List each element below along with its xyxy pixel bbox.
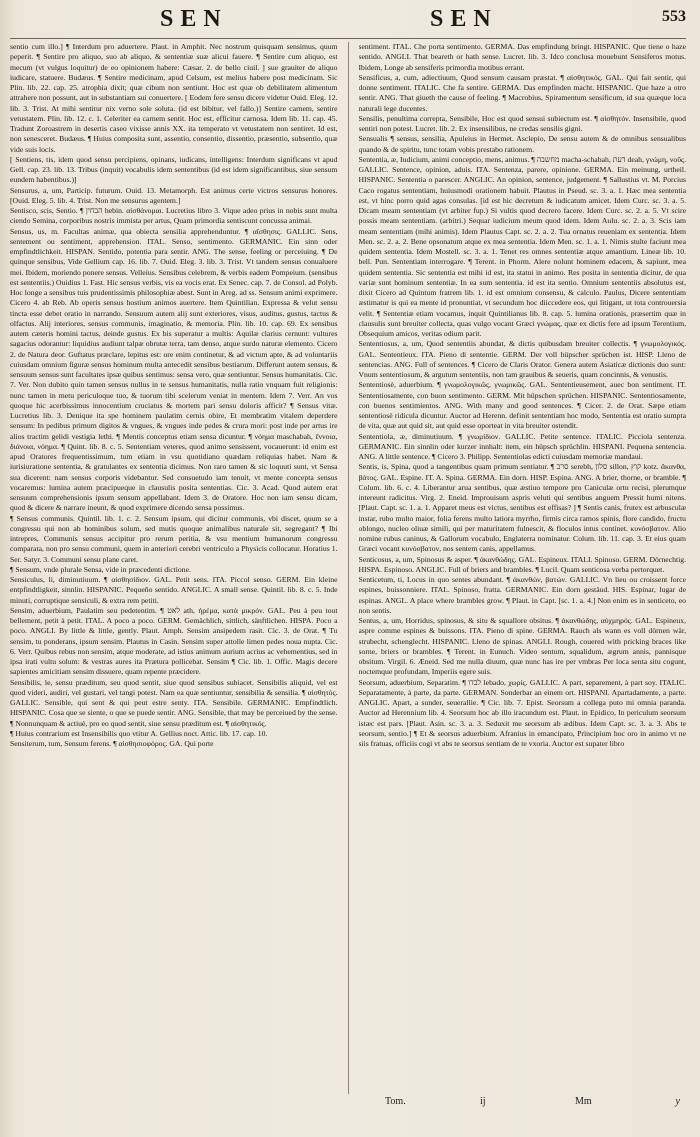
footer-tome: Tom. bbox=[385, 1096, 406, 1107]
footer-volume: ij bbox=[480, 1096, 486, 1107]
header-left-word: SEN bbox=[160, 6, 228, 32]
entry-paragraph: Sensilis, penultima correpta, Sensibile, Hoc est quod sensui subiectum est. ¶ αἰσθητόν. Insensibile, quod sentiri non potest. Lucret. lib. 2. Ex insensilibus, ne credas sensilis gigni. bbox=[358, 113, 686, 133]
entry-paragraph: Senticetum, ti, Locus in quo sentes abundant. ¶ ἀκανθών, βατών. GALLIC. Vn lieu ou croissent force espines, buissonniere. ITAL. Spinoso, fratta. GERMANIC. Ein dorn gestäud. HIS. Espinar, lugar de espinas. ANGL. A place where brambles grow. ¶ Plaut. in Capt. [sc. 1. a. 4.] Non enim es in senticeto, eo non sentis. bbox=[358, 575, 686, 615]
entry-paragraph: Sensualis ¶ sensus, sensilia, Apuleius in Hermet. Asclepio, De sensu autem & de omnibus sensualibus quando & de spiritu, tunc totam vobis prestabo rationem. bbox=[358, 134, 686, 154]
page-number: 553 bbox=[662, 8, 686, 25]
entry-paragraph: Sensiculus, li, diminutiuum. ¶ αἰσθησίδιον. GAL. Petit sens. ITA. Piccol senso. GERM. Ein kleine entpfindtligkeit, sinnlin. HISPANIC. Pequeño sentido. ANGLIC. A small sense. Quintil. lib. 8. c. 5. Inde minuti, corruptique sensiculi, & extra rem petiti. bbox=[10, 575, 338, 605]
entry-paragraph: Sententiosè, aduerbium. ¶ γνωμολογικῶς, γνωμικῶς. GAL. Sententieusement, auec bon sentiment. IT. Sententiosamente, con buon sentimento. GERM. Mit hüpschen sprüchen. HISPANIC. Sententiosamente, con buenos sentimientos. ANG. With many and good sentences. ¶ Cicer. 2. de Orat. Sæpe etiam sententiosè ridicula dicuntur. Auctor ad Herenn. definit sententiam hoc modo, Sententia est oratio sumpta de vita, quæ aut quid sit, aut quid esse oporteat in vita breuiter ostendit. bbox=[358, 380, 686, 431]
entry-paragraph: Sententiosus, a, um, Quod sententiis abundat, & dictis quibusdam breuiter collectis. ¶ γνωμολογικός. GAL. Sententieux. ITA. Pieno di sententie. GERM. Der voll hüpscher sprüchen ist. HISP. Lleno de sentencias. ANG. Full of sentences. ¶ Cicero de Claris Orator. Genera autem Asiaticæ dictionis duo sunt: Vnum sententiosum, & argutum sententiis, non tam grauibus & seueris, quam concinnis, & venustis. bbox=[358, 339, 686, 379]
footer-catchword: y bbox=[675, 1096, 680, 1107]
header-rule bbox=[10, 38, 686, 39]
entry-paragraph: sentio cum illo.] ¶ Interdum pro aduertere. Plaut. in Amphit. Nec nostrum quisquam sensimus, quum peperit. ¶ Sentire pro aliquo, suo ab aliquo, & sententiæ suæ alicui fauere. ¶ Sentire cum aliquo, est mecum (vt vulgus loquitur) de eo opinionem habere: Cæsar. 2. de bello ciuil. ] sue grauiter de aliquo iudicare, statuere. Budæus. ¶ Sentire medicinam, apud Celsum, est melius habere post medicinam. Sic Plin. lib. 22. cap. 25. atrophia dixit; quæ cibum non sentiunt. Hoc est quæ ob debilitatem alimentum attrahere non possunt, aut in substantiam sui conuertere. [ Eodem fere sensu dicere videtur Ouid. Eleg. 12. lib. 3. Trist. At mihi sentitur nix verno sole soluta. (id est bibitur, vel fallo.)] Sentire carnem, sentire vetustatem. Plin. lib. 12. c. 1. Celeriter ea carnem sentit. Hoc est, efficitur carnosa. Idem lib. 11. cap. 45. Tradunt Zoroastrem in desertis caseo vixisse annis XX. ita temperato vt vetustatem non sentiret. Id est, non senesceret. Budæus. ¶ Huius composita sunt, assentio, consentio, dissentio, præsentio, subsentio, quæ vide suis locis. bbox=[10, 42, 338, 154]
running-header bbox=[10, 6, 686, 38]
entry-paragraph: Sensificus, a, cum, adiectiuum, Quod sensum causam præstat. ¶ αἰσθητικός. GAL. Qui fait sentir, qui donne sentiment. ITALIC. Che fa sentire. GERMA. Das empfinden macht. HISPANIC. Que haze a otro sentir. ANG. That giueth the cause of feeling. ¶ Macrobius, Spiramentum sensificum, id sua quæque loca naturali lege ducentes. bbox=[358, 72, 686, 113]
entry-paragraph: ¶ Huius contrarium est Insensibilis quo vtitur A. Gellius noct. Attic. lib. 17. cap. 10. bbox=[10, 728, 268, 738]
entry-paragraph: ¶ Sensus communis. Quintil. lib. 1. c. 2. Sensum ipsum, qui dicitur communis, vbi discet, quum se a congressu qui non ab hominibus solum, sed mutis quoque animalibus naturale sit, segregant? ¶ Ibi intrepres, Communis sensus accipitur pro rerum peritia, & vsu mentium humanorum congressu comparata, non pro sensu communi, quem in anteriori cerebri ventriculo a Physicis collocatur. Horatius 1. Ser. Satyr. 3. Communi sensu plane caret. bbox=[10, 513, 338, 564]
entry-paragraph: Senticosus, a, um, Spinosus & asper. ¶ ἀκανθώδης. GAL. Espineux. ITALI. Spinoso. GERM. Dörnechtig. HISPA. Espinoso. ANGLIC. Full of briers and brambles. ¶ Lucil. Quam senticosa verba pertorquet. bbox=[358, 554, 686, 574]
header-right-word: SEN bbox=[430, 6, 498, 32]
page-footer bbox=[10, 1094, 686, 1112]
two-column-body bbox=[10, 42, 686, 1094]
entry-paragraph: Sentisco, scis, Sentio. ¶ הבחין hebin. αἰσθάνομαι. Lucretius libro 3. Vique adeo prius in nobis sunt multa ciendo Semina, corporibus nostris immista per artus, Quam primordia sentiscunt concussa animai. bbox=[10, 206, 338, 226]
entry-paragraph: Sensibilis, le, sensu præditum, seu quod sentit, siue quod sensibus subiacet. Sensibilis aliquid, vel est quod videri, audiri, vel gustari, vel tangi potest. Nam ea quæ sentiuntur, sensibilia & sensilia. ¶ αἰσθητός. GALLIC. Sensible, qui sent & qui peut estre senty. ITA. Sensibile. GERMANIC. Empfindtlich. HISPANIC. Cosa que se siente, o que se puede sentir. ANG. Sensible, that may be perceiued by the sense. ¶ Nonnunquam & actiuè, pro eo quod sentit, siue sensu præditum est. ¶ αἰσθητικός. bbox=[10, 677, 338, 728]
entry-paragraph: Sensim, aduerbium, Paulatim seu pedetentim. ¶ לאט ath, ἠρέμα, κατὰ μικρόν. GAL. Peu à peu tout bellement, petit à petit. ITAL. A poco a poco. GERM. Gemächlich, sittlich, sänftlichen. HISPA. Poco a poco. ANGLI. By little & little, gently. Plaut. Amph. Sensim ansipedem rasit. Cic. 3. de Orat. ¶ Tu sensim, tu ponderans, ipsum sensim. Plautus in Casin. Sensim super attolle limen pedes noua nupta. Cic. 6. Verr. Quibus rebus non sensim, atque moderate, ad istius animum aurium acrius ac vehementius, sed in ipsa irati vultu solum: & vestras aures ita Prætura pollicebat. Sensim ¶ Cic. lib. 1. Offic. Magis decere sapientes amicitiam sensim dissuere, quam repente præcidere. bbox=[10, 605, 338, 677]
entry-paragraph: Sensus, us, m. Facultas animæ, qua obiecta sensilia apprehenduntur. ¶ αἴσθησις. GALLIC. Sens, sentement ou sentiment, apprehension. ITAL. Senso, sentimento. GERMANIC. Ein sinn oder empfindtlichkeit. HISPAN. Sentido, potentia para sentir. ANG. The sense, feeling or perceiuing. ¶ De quinque sensibus, Vide Gellium cap. 16. lib. 7. Ouid. Eleg. 3. lib. 3. Trist. Vt tandem sensus conualuere mei. Ibidem, moriendo ponere sensus. Velleius. Sensibus celebrem, & verbis eadem Pompeium. (sensibus est sententiis.) Ouidius 1. Fast. Hic sensus verbis, vis ea vocis erat. Ex Senec. cap. 7. de Consol. ad Polyb. Hoc longe a sensibus tuis prudentissimis philosophiæ abest. Sunt in Areg. ad ss. Sensum animi exprimere. Cicero 4. ab Reb. Ab operis sensus hostium animos auertere. Item Quintilian. Expressa & velut sensu tincta esse debet oratio in narrando. Sensuum autem alij sunt exteriores, visus, auditus, gustus, tactus & olfactus. Alij interiores, sensus communis, imaginatio, & memoria. Plin. lib. 10. cap. 69. Ex sensibus autem cæteris homini tactus, deinde gustus. Ex bis superatur a multis: Aquilæ clarius cernunt: vultures sagacius odorantur: liquidius audiunt talpæ obrutæ terra, tam denso, atque surdo naturæ elemento. Cicero 2. de Natura deor. Guftatus præclare, lepitus est: ore enim continetur, & ad victum apte, & ad voluntariis cuiusdam omnium figuræ sensus hominum multa antecedit sensibus bestiarum. Differunt autem sensus, & sensuum sensus sunt facultates ipsæ quibus sentimus: sensa vero, quæ sentiuntur. Sensus humanitatis. Cic. 7. Ver. Non dubito quin tamen sensus nullus in te sensus humanitatis, nulla ratio vnquam fuit religionis: nunc tamen in metu periculoque tuo, & tuorum tibi scelerum veniat in mentem. Idem 7. Verr. An vos quoque hic acerbissimus innocentium cruciatus & mortem pari sensu doloris afficit? ¶ Sensus vitæ. Lucretius lib. 3. Denique ita spe hominem paulatim cernis obire, Et membratim vitalem deperdere sensum: In pedibus primum digitos & vngues, & vngues inde pedes & crura mori: post inde per artus ire alios tractim gelidi vestigia lethi. ¶ Mentis conceptus etiam sensa dicuntur. ¶ νόημα maschabah, ἔννοια, διάνοια, νόημα. ¶ Quint. lib. 8. c. 5. Sententiam veteres, quod animo sensissent, vocauerunt: id enim est apud Oratores frequentissimum, tum etiam in vsu quotidiano quædam reliquias habet. Nam & iurisiuratione sententia, & gratulantes ex sententia dicimus. Non raro tamen & sic loquuti sunt, vt Sensa sua dicerent: nam sensus corporis videbantur. Sed consuetudo iam tenuit, vt mente concepta sensus vocaremus: lumina autem præcipueque in clausulis posita sententias. Cic. 3. Acad. Quod autem erat sensuum comprehensionis ipsum sensum appellabant. Idem 3. de Oratore. Hoc non iam sensu dicam, quod & dicere & narrare ineunt, & quod exprimere dicendo sensa possimus. bbox=[10, 226, 338, 513]
right-column bbox=[359, 42, 687, 1094]
entry-paragraph: Sententiola, æ, diminutiuum. ¶ γνωμίδιον. GALLIC. Petite sentence. ITALIC. Picciola sentenza. GERMANIC. Ein sinnlin oder kurzer innhalt: item, ein hüpsch sprüchlin. HISPANI. Pequena sentencia. ANG. A little sentence. ¶ Cicero 3. Philipp. Sententiolas edicti cuiusdam memoriæ mandaui. bbox=[358, 431, 686, 461]
entry-paragraph: Sensurus, a, um, Particip. futurum. Ouid. 13. Metamorph. Est animus certe victros sensurus honores. [Ouid. Eleg. 5. lib. 4. Trist. Non me sensurus agentem.] bbox=[10, 185, 338, 205]
left-column bbox=[10, 42, 338, 1094]
entry-paragraph: Seorsum, aduerbium, Separatim. ¶ לבדו lebado, χωρίς. GALLIC. A part, separement, à part soy. ITALIC. Separatamente, à parte, da parte. GERMAN. Sonderbar an einem ort. HISPANI. Apartadamente, a parte. ANGLIC. Apart, a sunder, seuerallie. ¶ Cic. lib. 7. Epist. Seorsum a collega puto mi omnia paranda. Auctor ad Herennium lib. 4. Seorsum hoc ab illo iracundum est. Plaut. in Epidico, In periculum seorsum istæc est pars. [Plaut. Asin. sc. 3. a. 3. Seduxit me seorsum ab ædibus. Idem Capt. sc. 3. a. 3. Abs te seorsum, sentio.] ¶ Et & seorsus aduerbium. Afranius in emancipato, Principium hoc oro in animo vt ne siis fratuas, officiis cogi vt abs te seorsus sentiam de te vxoria. Auctor est supater libro bbox=[358, 677, 686, 748]
column-divider bbox=[348, 42, 349, 1094]
entry-paragraph: Sensiterum, tum, Sensum ferens. ¶ αἰσθησιοφόρος. GA. Qui porte bbox=[10, 739, 214, 748]
entry-paragraph: Sentis, is, Spina, quod a tangentibus quam primum sentiatur. ¶ סרב serebh, סלון sillon, קוץ kotz. ἄκανθα, βάτος. GAL. Espine. IT. A. Spina. GERMA. Ein dorn. HISP. Espina. ANG. A brier, thorne, or bramble. ¶ Colum. lib. 6. c. 4. Liberantur arua sentibus, quæ æstiuo tempore pro Caniculæ ortu recisi, plerumque intereunt radicitus. Virg. 2. Eneid. Improuisum aspris veluti qui sentibus anguem Pressit humi nitens. [Plaut. Capt. sc. 1. a. 1. Apparet meus est victus, sentibus est effisas? ] ¶ Sentis canis, frutex est arbusculæ instar, rubo multo maior, folia ferens multo latiora myrrho, firmis circa ramos spinis, flore candido, fructu oblongo, nucleo oliuæ simili, qui per maturitatem fulnescit, & floculos intus continet. κυνόσβατον. Alio nomine rubus caninus, & Gallorum vocabulo, Englaterra nominatur. Colum. lib. 11. cap. 3. Et eius quam Græci vocant κυνόσβατον, nos sentem canis, appellamus. bbox=[358, 462, 686, 554]
entry-paragraph: ¶ Sensum, vnde plurale Sensa, vide in præcedenti dictione. bbox=[10, 564, 191, 574]
entry-paragraph: Sententia, æ, Iudicium, animi conceptio, mens, animus. ¶ מחשבה macha-schabah, דעת deah, γνώμη, νοῦς. GALLIC. Sentence, opinion, aduis. ITA. Sentenza, parere, opinione. GERMA. Ein meinung, urtheil. HISPANIC. Sententia o parescer. ANGLIC. An opinion, sentence, judgement. ¶ Sallustius vt. M. Porcius Caco rogatus sententiam, huiusmodi orationem habuit. Plautus in Pseud. sc. 3. a. 1. Hæc mea sententia est, vt hinc porro quid agas consulas. [id est hic decretum & iudicatum amicet. Idem Curc. sc. 3. a. 5. Dicam meam sententiam (vt arbiter fup.) Si vultis quod decrero facere. Idem Curc. sc. 2. a. 5. Vt scire possis meam sententiam. (arbitri.) Sequar iudicium meum quod idem. Idem Aulu. sc. 2. a. 3. Scis iam meam sententiam (mihi animis). Idem Plautus Capt. sc. 2. a. 2. Tua ornatus reueniam ex sententia. Idem Men. sc. 2. a. 2. Bene opsonatum atque ex mea sententia. Idem Men. sc. 1. a. 1. Nimis stulte faciunt mea quidem sententia. Idem Mostell. sc. 3. a. 1. Tenet res omnes sententiæ atque amantium. Lineæ lib. 10. bell. Pun. Sententiam interrogare. ¶ Terent. in Phorm. Alere nolunt hominem edacem, & sapiunt, mea quidem sententia. Sic sententia est mihi id est, ita statui in animo. Res posita in sententia dicitur, de qua variæ sunt hominum sententiæ. In ea sum sententia. id est ita sentio. Omnium sententiis absolutus est, dixit Cicero ad Quintum fratrem lib. 1. id est omnium consensu, & calculo. Paulus, Dicere sententiam æstimatur is qui ea mente id pronuntiat, vt secundum hoc diiccedere eos, qui litigant, ut tota controuersia velit. ¶ Sententiæ etiam vocamus, inquit Quintilianus lib. 8. cap. 5. lumina orationis, præsertim quæ in clausulis sunt breuiter collecta, quas vulgo vocant Græci γνώμας, quæ ex dictis fere ad ipsum Terentium, Obsequium amicos, veritas odium parit. bbox=[358, 154, 686, 338]
entry-paragraph: [ Sentiens, tis, idem quod sensu percipiens, opinans, iudicans, intelligens: Interdum significans vt apud Gell. cap. 23. lib. 13. Tribus (inquit) vocabulis idem sententibus (id est idem significantibus, siue sensum eundem habentibus.)] bbox=[10, 154, 338, 185]
entry-paragraph: sentiment. ITAL. Che porta sentimento. GERMA. Das empfindung bringt. HISPANIC. Que tiene o haze sentido. ANGLI. That beareth or hath sense. Lucret. lib. 3. Idco conclusa mouebunt Sensiferos motus. Ibidem, Longe ab sensiferis primordia motibus errant. bbox=[358, 42, 686, 72]
entry-paragraph: Sentus, a, um, Horridus, spinosus, & situ & squallore obsitus. ¶ ἀκανθώδης, αὐχμηρός. GAL. Espineux, aspre comme espines & buissons. ITA. Pieno di spine. GERMA. Rauch als wann es voll dörnen wär, strubecht, schenglecht. HISPANIC. Lleno de spinas. ANGLI. Rough, couered with pricking braces like sorne, briers or brambles. ¶ Terent. in Eunuch. Video sentum, squalidum, ægrum annis, pannisque obsitum. Virgil. 6. Æneid. Sed me nulla diuum, quæ nunc has ire per vmbras Per loca senta situ cogunt, noctemque profundam, Imperiis egere suis. bbox=[358, 616, 686, 677]
footer-signature: Mm bbox=[575, 1096, 592, 1107]
